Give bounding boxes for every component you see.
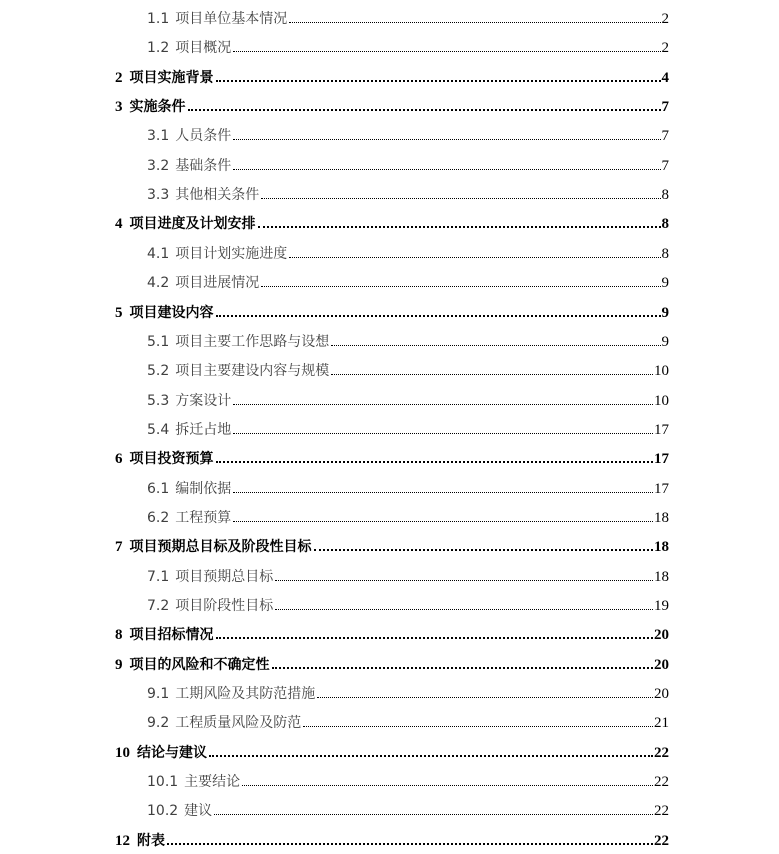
- toc-page-number: 4: [661, 69, 669, 86]
- toc-section-entry[interactable]: [0, 470, 779, 499]
- toc-chapter-entry[interactable]: [0, 734, 779, 763]
- toc-entry-heading: [147, 332, 662, 352]
- toc-dot-leader: [233, 521, 653, 522]
- toc-page-number: 19: [654, 598, 669, 614]
- toc-section-entry[interactable]: [0, 411, 779, 440]
- toc-entry-heading: [115, 214, 662, 234]
- toc-section-entry[interactable]: [0, 499, 779, 528]
- toc-entry-heading: [147, 273, 662, 293]
- toc-section-entry[interactable]: [0, 382, 779, 411]
- toc-entry-number: 9.1: [147, 686, 170, 703]
- toc-dot-leader: [331, 374, 653, 375]
- toc-chapter-entry[interactable]: [0, 616, 779, 645]
- toc-section-entry[interactable]: [0, 352, 779, 381]
- toc-page-number: 7: [661, 157, 669, 174]
- toc-entry-title: 结论与建议: [137, 744, 207, 761]
- toc-section-entry[interactable]: [0, 675, 779, 704]
- toc-dot-leader: [233, 51, 660, 52]
- toc-chapter-entry[interactable]: [0, 294, 779, 323]
- toc-entry-heading: [115, 743, 654, 763]
- toc-entry-number: 3.2: [147, 157, 170, 174]
- toc-entry-title: 项目建设内容: [129, 304, 214, 321]
- toc-entry-title: 主要结论: [184, 774, 241, 791]
- toc-page-number: 10: [654, 392, 669, 409]
- toc-chapter-entry[interactable]: [0, 88, 779, 117]
- toc-section-entry[interactable]: [0, 704, 779, 733]
- toc-dot-leader: [233, 139, 660, 140]
- toc-entry-heading: [147, 684, 654, 704]
- toc-entry-number: 1.1: [147, 11, 170, 27]
- toc-entry-heading: [147, 420, 654, 440]
- toc-entry-heading: [147, 38, 662, 58]
- toc-page-number: 18: [654, 539, 669, 556]
- toc-section-entry[interactable]: [0, 0, 779, 29]
- toc-entry-title: 工期风险及其防范措施: [175, 686, 316, 703]
- toc-entry-title: 项目主要工作思路与设想: [175, 333, 330, 350]
- toc-dot-leader: [289, 257, 660, 258]
- toc-page-number: 2: [661, 40, 669, 57]
- toc-page-number: 22: [654, 774, 669, 791]
- toc-entry-number: 7.2: [147, 598, 170, 614]
- toc-entry-heading: [147, 508, 654, 528]
- toc-dot-leader: [272, 667, 654, 669]
- toc-section-entry[interactable]: [0, 235, 779, 264]
- toc-entry-title: 项目实施背景: [129, 69, 214, 86]
- toc-entry-title: 拆迁占地: [175, 421, 232, 438]
- toc-dot-leader: [209, 755, 653, 757]
- toc-dot-leader: [317, 697, 653, 698]
- toc-entry-number: 12: [115, 832, 130, 849]
- toc-entry-number: 9: [115, 656, 123, 673]
- toc-entry-title: 编制依据: [175, 480, 232, 497]
- toc-dot-leader: [188, 109, 661, 111]
- toc-dot-leader: [233, 492, 653, 493]
- toc-page-number: 10: [654, 363, 669, 380]
- toc-dot-leader: [275, 580, 653, 581]
- toc-page-number: 22: [654, 744, 669, 761]
- toc-entry-title: 人员条件: [175, 128, 232, 145]
- toc-dot-leader: [242, 785, 653, 786]
- toc-entry-title: 建议: [184, 803, 213, 820]
- toc-entry-heading: [115, 831, 654, 851]
- toc-entry-number: 3.1: [147, 128, 170, 145]
- toc-dot-leader: [216, 637, 654, 639]
- toc-entry-title: 项目进展情况: [175, 275, 260, 292]
- toc-page-number: 17: [654, 480, 669, 497]
- toc-page-number: 20: [654, 686, 669, 703]
- toc-dot-leader: [167, 843, 653, 845]
- toc-entry-number: 5: [115, 304, 123, 321]
- toc-entry-number: 6: [115, 451, 123, 468]
- toc-page-number: 8: [661, 187, 669, 204]
- toc-page-number: 9: [661, 275, 669, 292]
- toc-section-entry[interactable]: [0, 323, 779, 352]
- toc-section-entry[interactable]: [0, 558, 779, 587]
- toc-entry-number: 8: [115, 627, 123, 644]
- toc-section-entry[interactable]: [0, 147, 779, 176]
- toc-entry-number: 4.2: [147, 275, 170, 292]
- toc-page-number: 20: [654, 656, 669, 673]
- toc-entry-number: 6.2: [147, 509, 170, 526]
- toc-entry-heading: [147, 772, 654, 792]
- toc-entry-heading: [115, 625, 654, 645]
- toc-page-number: 17: [654, 451, 669, 468]
- toc-entry-heading: [115, 449, 654, 469]
- toc-entry-heading: [115, 68, 662, 88]
- toc-page-number: 8: [661, 216, 669, 233]
- toc-section-entry[interactable]: [0, 29, 779, 58]
- toc-entry-heading: [147, 185, 662, 205]
- toc-entry-heading: [147, 567, 654, 587]
- toc-entry-number: 10.1: [147, 774, 179, 791]
- toc-entry-heading: [147, 713, 654, 733]
- toc-page-number: 18: [654, 568, 669, 585]
- toc-entry-title: 项目概况: [175, 40, 232, 57]
- toc-entry-heading: [147, 9, 662, 29]
- toc-entry-heading: [147, 244, 662, 264]
- toc-dot-leader: [261, 286, 660, 287]
- toc-entry-heading: [147, 391, 654, 411]
- toc-page-number: 7: [661, 128, 669, 145]
- toc-dot-leader: [216, 80, 661, 82]
- toc-dot-leader: [314, 549, 654, 551]
- toc-section-entry[interactable]: [0, 763, 779, 792]
- toc-entry-number: 7: [115, 539, 123, 556]
- toc-entry-number: 5.2: [147, 363, 170, 380]
- toc-chapter-entry[interactable]: [0, 822, 779, 851]
- toc-entry-heading: [147, 801, 654, 821]
- toc-chapter-entry[interactable]: [0, 440, 779, 469]
- toc-dot-leader: [233, 404, 653, 405]
- toc-entry-title: 项目计划实施进度: [175, 245, 288, 262]
- toc-entry-number: 1.2: [147, 40, 170, 57]
- toc-dot-leader: [258, 226, 661, 228]
- toc-dot-leader: [233, 433, 653, 434]
- toc-entry-title: 附表: [137, 832, 165, 849]
- toc-entry-number: 3.3: [147, 187, 170, 204]
- toc-entry-title: 项目招标情况: [129, 627, 214, 644]
- toc-page-number: 8: [661, 245, 669, 262]
- toc-section-entry[interactable]: [0, 587, 779, 616]
- toc-section-entry[interactable]: [0, 117, 779, 146]
- toc-entry-number: 5.4: [147, 421, 170, 438]
- toc-dot-leader: [216, 461, 654, 463]
- toc-entry-title: 项目单位基本情况: [175, 11, 288, 27]
- toc-page-number: 9: [661, 304, 669, 321]
- toc-page-number: 2: [661, 11, 669, 27]
- toc-entry-number: 6.1: [147, 480, 170, 497]
- toc-page-number: 22: [654, 832, 669, 849]
- toc-entry-title: 项目投资预算: [129, 451, 214, 468]
- toc-entry-title: 项目主要建设内容与规模: [175, 363, 330, 380]
- toc-entry-heading: [115, 303, 662, 323]
- toc-entry-heading: [147, 361, 654, 381]
- toc-page-number: 22: [654, 803, 669, 820]
- toc-entry-title: 工程质量风险及防范: [175, 715, 302, 732]
- toc-chapter-entry[interactable]: [0, 59, 779, 88]
- toc-entry-number: 2: [115, 69, 123, 86]
- toc-page-number: 17: [654, 421, 669, 438]
- toc-page-number: 18: [654, 509, 669, 526]
- toc-entry-number: 7.1: [147, 568, 170, 585]
- toc-entry-heading: [115, 97, 662, 117]
- toc-dot-leader: [289, 22, 660, 23]
- toc-section-entry[interactable]: [0, 176, 779, 205]
- toc-dot-leader: [216, 315, 661, 317]
- toc-page-number: 7: [661, 99, 669, 116]
- toc-entry-number: 10.2: [147, 803, 179, 820]
- toc-section-entry[interactable]: [0, 264, 779, 293]
- toc-dot-leader: [261, 198, 660, 199]
- toc-entry-title: 项目预期总目标: [175, 568, 274, 585]
- toc-chapter-entry[interactable]: [0, 528, 779, 557]
- toc-dot-leader: [331, 345, 660, 346]
- toc-page-number: 20: [654, 627, 669, 644]
- toc-entry-number: 9.2: [147, 715, 170, 732]
- toc-entry-title: 基础条件: [175, 157, 232, 174]
- toc-entry-heading: [147, 596, 654, 616]
- toc-entry-heading: [147, 479, 654, 499]
- toc-entry-title: 项目的风险和不确定性: [129, 656, 270, 673]
- toc-entry-title: 项目进度及计划安排: [129, 216, 256, 233]
- toc-entry-heading: [147, 126, 662, 146]
- toc-entry-number: 5.3: [147, 392, 170, 409]
- toc-chapter-entry[interactable]: [0, 646, 779, 675]
- toc-entry-title: 实施条件: [129, 99, 186, 116]
- toc-section-entry[interactable]: [0, 792, 779, 821]
- toc-dot-leader: [275, 609, 653, 610]
- toc-dot-leader: [233, 169, 660, 170]
- toc-chapter-entry[interactable]: [0, 205, 779, 234]
- toc-entry-number: 3: [115, 99, 123, 116]
- toc-dot-leader: [303, 726, 653, 727]
- toc-entry-number: 10: [115, 744, 130, 761]
- toc-entry-title: 其他相关条件: [175, 187, 260, 204]
- toc-entry-title: 项目阶段性目标: [175, 598, 274, 614]
- toc-page-number: 9: [661, 333, 669, 350]
- toc-entry-number: 5.1: [147, 333, 170, 350]
- toc-entry-heading: [115, 537, 654, 557]
- toc-dot-leader: [214, 814, 653, 815]
- toc-entry-number: 4.1: [147, 245, 170, 262]
- toc-entry-title: 项目预期总目标及阶段性目标: [129, 539, 312, 556]
- toc-page-number: 21: [654, 715, 669, 732]
- toc-entry-heading: [115, 655, 654, 675]
- toc-entry-title: 工程预算: [175, 509, 232, 526]
- toc-entry-heading: [147, 156, 662, 176]
- toc-entry-number: 4: [115, 216, 123, 233]
- toc-entry-title: 方案设计: [175, 392, 232, 409]
